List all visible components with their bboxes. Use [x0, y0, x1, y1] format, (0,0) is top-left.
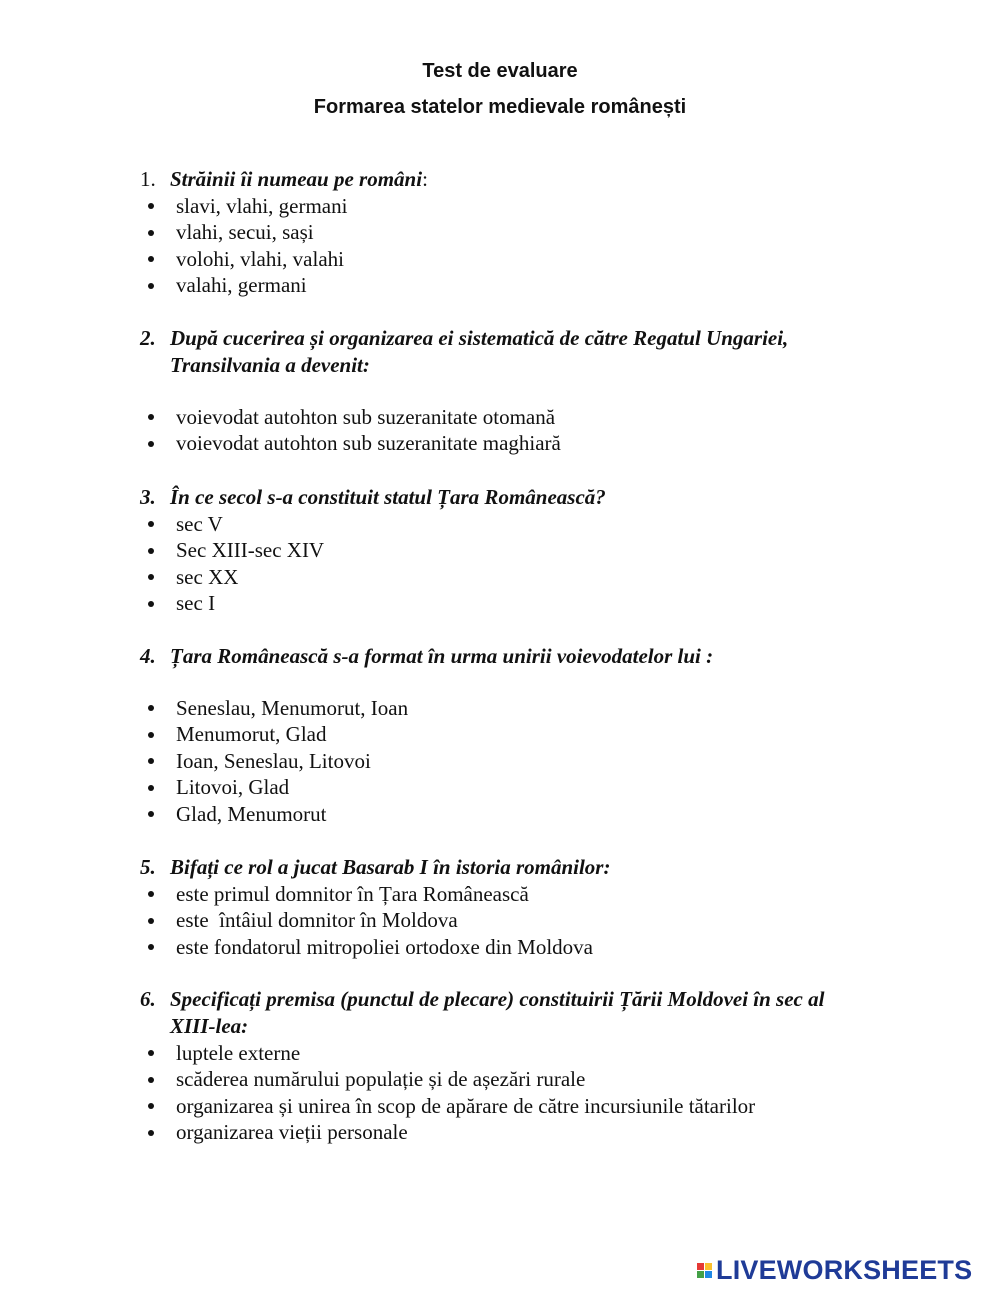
bullet-icon [148, 732, 154, 738]
option-label: Menumorut, Glad [176, 722, 327, 747]
question-number: 4. [140, 644, 156, 668]
bullet-icon [148, 521, 154, 527]
option-label: Sec XIII-sec XIV [176, 538, 325, 563]
option-item[interactable] [140, 748, 870, 775]
option-item[interactable] [140, 695, 870, 722]
option-label: este întâiul domnitor în Moldova [176, 908, 458, 933]
bullet-icon [148, 811, 154, 817]
bullet-icon [148, 283, 154, 289]
option-label: sec V [176, 511, 223, 536]
bullet-icon [148, 414, 154, 420]
bullet-icon [148, 441, 154, 447]
option-label: Ioan, Seneslau, Litovoi [176, 748, 371, 773]
options-list [140, 1040, 870, 1146]
option-item[interactable] [140, 404, 870, 431]
bullet-icon [148, 758, 154, 764]
bullet-icon [148, 944, 154, 950]
option-label: Seneslau, Menumorut, Ioan [176, 695, 409, 720]
option-label: organizarea și unirea în scop de apărare de către incursiunile tătarilor [176, 1093, 756, 1118]
option-label: voievodat autohton sub suzeranitate maghiară [176, 431, 561, 456]
option-item[interactable] [140, 246, 870, 273]
logo-square [705, 1263, 712, 1270]
bullet-icon [148, 574, 154, 580]
question-2 [140, 325, 870, 457]
page-subtitle: Formarea statelor medievale românești [313, 96, 687, 118]
option-label: slavi, vlahi, germani [176, 193, 348, 218]
option-label: este primul domnitor în Țara Românească [176, 881, 529, 906]
option-item[interactable] [140, 1120, 870, 1147]
question-text: Bifați ce rol a jucat Basarab I în istoria românilor: [170, 855, 611, 879]
question-number: 1. [140, 167, 156, 191]
bullet-icon [148, 203, 154, 209]
options-list [140, 881, 870, 961]
question-text: După cucerirea și organizarea ei sistematică de către Regatul Ungariei, Transilvania a devenit: [170, 326, 789, 377]
options-list [140, 193, 870, 299]
bullet-icon [148, 1077, 154, 1083]
bullet-icon [148, 785, 154, 791]
question-1 [140, 166, 870, 299]
options-list [140, 511, 870, 617]
question-6 [140, 986, 870, 1146]
option-item[interactable] [140, 775, 870, 802]
bullet-icon [148, 230, 154, 236]
logo-square [697, 1263, 704, 1270]
question-number: 5. [140, 855, 156, 879]
option-item[interactable] [140, 722, 870, 749]
bullet-icon [148, 705, 154, 711]
question-suffix: : [422, 167, 428, 191]
question-number: 6. [140, 987, 156, 1011]
option-label: scăderea numărului populație și de așezări rurale [176, 1067, 586, 1092]
option-item[interactable] [140, 193, 870, 220]
logo-square [697, 1271, 704, 1278]
option-item[interactable] [140, 934, 870, 961]
option-item[interactable] [140, 538, 870, 565]
option-label: organizarea vieții personale [176, 1120, 408, 1145]
question-text: Străinii îi numeau pe români [170, 167, 423, 191]
bullet-icon [148, 1050, 154, 1056]
logo-square [705, 1271, 712, 1278]
logo-text: LIVEWORKSHEETS [716, 1255, 973, 1285]
option-item[interactable] [140, 1040, 870, 1067]
question-3 [140, 484, 870, 617]
option-label: voievodat autohton sub suzeranitate otomană [176, 404, 556, 429]
question-5 [140, 854, 870, 961]
logo-squares-icon [697, 1263, 712, 1278]
options-list [140, 695, 870, 828]
liveworksheets-logo[interactable] [697, 1255, 972, 1286]
bullet-icon [148, 1103, 154, 1109]
option-label: sec I [176, 591, 216, 616]
option-label: valahi, germani [176, 273, 307, 298]
option-item[interactable] [140, 431, 870, 458]
option-item[interactable] [140, 908, 870, 935]
option-label: Litovoi, Glad [176, 775, 290, 800]
option-item[interactable] [140, 564, 870, 591]
question-4 [140, 643, 870, 828]
option-item[interactable] [140, 591, 870, 618]
question-text: Țara Românească s-a format în urma unirii voievodatelor lui : [170, 644, 714, 668]
option-item[interactable] [140, 220, 870, 247]
question-text: Specificați premisa (punctul de plecare) constituirii Țării Moldovei în sec al XIII-lea: [170, 987, 825, 1038]
page-title: Test de evaluare [422, 60, 578, 82]
option-label: Glad, Menumorut [176, 801, 327, 826]
option-item[interactable] [140, 511, 870, 538]
option-item[interactable] [140, 273, 870, 300]
option-label: luptele externe [176, 1040, 301, 1065]
bullet-icon [148, 548, 154, 554]
option-item[interactable] [140, 881, 870, 908]
option-label: sec XX [176, 564, 239, 589]
option-label: este fondatorul mitropoliei ortodoxe din Moldova [176, 934, 594, 959]
bullet-icon [148, 918, 154, 924]
bullet-icon [148, 601, 154, 607]
question-number: 2. [140, 326, 156, 350]
bullet-icon [148, 891, 154, 897]
option-item[interactable] [140, 1093, 870, 1120]
question-text: În ce secol s-a constituit statul Țara Românească? [170, 485, 606, 509]
options-list [140, 404, 870, 457]
bullet-icon [148, 256, 154, 262]
option-item[interactable] [140, 801, 870, 828]
option-label: volohi, vlahi, valahi [176, 246, 344, 271]
question-number: 3. [140, 485, 156, 509]
option-item[interactable] [140, 1067, 870, 1094]
bullet-icon [148, 1130, 154, 1136]
option-label: vlahi, secui, sași [176, 220, 314, 245]
